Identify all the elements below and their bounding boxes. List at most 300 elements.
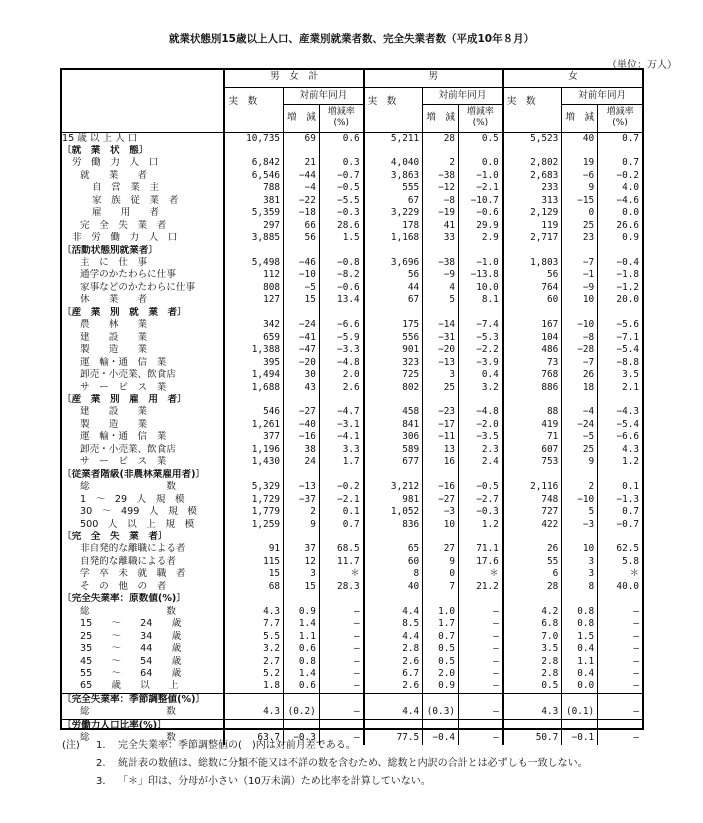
total-change-cell [284,245,320,257]
total-actual-cell: 127 [224,294,283,306]
row-label: 〔産 業 別 雇 用 者〕 [62,394,187,406]
male-actual-cell: 4.4 [364,606,423,618]
female-change-cell: 0.4 [562,643,598,655]
row-label: 1 〜 29 人 規 模 [80,493,185,505]
total-change-cell: −5 [284,282,320,294]
male-actual-cell: 3,696 [364,257,423,269]
total-change-cell [284,394,320,406]
female-actual-cell: 50.7 [503,732,562,744]
female-rate-cell: −6.6 [598,431,642,443]
total-rate-cell: 0.7 [319,519,363,531]
unit-label: （単位：万人） [607,60,677,71]
total-actual-cell: 6,546 [224,170,283,182]
total-change-cell: −41 [284,332,320,344]
total-actual-cell: 112 [224,269,283,281]
female-actual-cell: 748 [503,494,562,506]
male-actual-cell: 67 [364,294,423,306]
table-row [60,269,642,281]
female-actual-cell [503,307,562,319]
male-change-cell: 41 [423,220,459,232]
male-actual-cell: 981 [364,494,423,506]
row-label: 総 数 [80,481,176,493]
total-actual-cell [224,307,283,319]
table-row [60,157,642,169]
total-actual-cell: 808 [224,282,283,294]
female-rate-cell: 0.0 [598,207,642,219]
section-header-row [60,719,642,732]
total-change-cell: −47 [284,344,320,356]
row-label: 非 労 働 力 人 口 [72,232,178,244]
female-change-cell [562,593,598,605]
male-actual-cell [364,394,423,406]
female-change-cell [562,245,598,257]
male-actual-cell: 323 [364,357,423,369]
total-rate-cell [319,145,363,157]
footnote-number: 3. [96,776,106,787]
female-actual-cell: 4.3 [503,706,562,719]
total-rate-cell: −0.2 [319,481,363,493]
female-rate-cell: 40.0 [598,581,642,593]
row-label: 45 〜 54 歳 [80,655,182,667]
row-label: 総 数 [80,706,176,718]
row-label: 主 に 仕 事 [80,257,148,269]
female-rate-cell [598,394,642,406]
female-actual-cell [503,469,562,481]
male-rate-cell: −3.5 [459,431,503,443]
female-rate-cell: −5.6 [598,319,642,331]
total-change-cell [284,469,320,481]
total-change-cell: 15 [284,294,320,306]
female-rate-cell [598,469,642,481]
male-change-cell: −13 [423,357,459,369]
male-change-cell: 10 [423,519,459,531]
female-actual-cell: 233 [503,182,562,194]
female-actual-cell: 313 [503,195,562,207]
total-actual-cell: 395 [224,357,283,369]
female-change-cell [562,145,598,157]
footnote-3 [62,773,588,791]
row-label: 55 〜 64 歳 [80,667,182,679]
row-label: 通学のかたわらに仕事 [80,269,176,281]
male-change-cell: 33 [423,232,459,244]
female-rate-cell: 0.9 [598,232,642,244]
female-change-cell: −6 [562,170,598,182]
total-actual-cell: 63.7 [224,732,283,744]
male-change-cell: 1.7 [423,618,459,630]
table-row [60,195,642,207]
male-rate-cell [459,719,503,732]
male-actual-cell: 836 [364,519,423,531]
male-actual-cell [364,245,423,257]
female-change-cell: 19 [562,157,598,169]
female-change-cell: 25 [562,444,598,456]
total-rate-cell [319,719,363,732]
male-actual-cell: 556 [364,332,423,344]
total-change-cell: −13 [284,481,320,493]
header-male-yoy: 対前年同月 [423,87,503,104]
male-change-cell: 0.9 [423,680,459,693]
female-change-cell: −7 [562,257,598,269]
total-change-cell [284,593,320,605]
male-rate-cell: 0.5 [459,132,503,145]
footnote-text: 完全失業率：季節調整値の( )内は対前月差である。 [118,740,356,751]
row-label: 〔労働力人口比率(%)〕 [60,719,224,732]
female-rate-cell: −7.1 [598,332,642,344]
female-actual-cell [503,394,562,406]
total-change-cell: 0.9 [284,606,320,618]
total-rate-cell: −5.9 [319,332,363,344]
male-change-cell: 25 [423,382,459,394]
female-actual-cell: 167 [503,319,562,331]
female-rate-cell: 4.0 [598,182,642,194]
female-actual-cell: 2.8 [503,668,562,680]
row-label: そ の 他 の 者 [80,580,167,592]
male-change-cell: 3 [423,369,459,381]
female-actual-cell: 55 [503,556,562,568]
male-change-cell: −38 [423,170,459,182]
female-change-cell: 3 [562,568,598,580]
male-change-cell: 16 [423,456,459,468]
statistics-table [60,68,642,745]
male-rate-cell: 71.1 [459,543,503,555]
row-label: 65 歳 以 上 [80,680,179,692]
female-actual-cell: 419 [503,419,562,431]
female-change-cell [562,719,598,732]
male-rate-cell: 2.9 [459,232,503,244]
male-actual-cell [364,693,423,706]
female-rate-cell [598,593,642,605]
female-change-cell: 25 [562,220,598,232]
total-actual-cell: 1,729 [224,494,283,506]
male-rate-cell: −2.0 [459,419,503,431]
row-label: 非自発的な離職による者 [80,543,186,555]
female-rate-cell: 0.7 [598,132,642,145]
male-change-cell: −17 [423,419,459,431]
section-header-row [60,469,642,481]
female-actual-cell: 2,116 [503,481,562,493]
female-actual-cell: 5,523 [503,132,562,145]
total-rate-cell: — [319,643,363,655]
male-change-cell [423,531,459,543]
total-rate-cell: 11.7 [319,556,363,568]
female-actual-cell: 88 [503,406,562,418]
female-rate-cell: 0.1 [598,481,642,493]
male-actual-cell: 841 [364,419,423,431]
section-header-row [60,307,642,319]
female-change-cell: 10 [562,294,598,306]
female-change-cell: −10 [562,319,598,331]
male-actual-cell: 4.4 [364,706,423,719]
male-rate-cell: 2.4 [459,456,503,468]
female-change-cell: 8 [562,581,598,593]
total-change-cell: 69 [284,132,320,145]
female-rate-cell: — [598,618,642,630]
total-actual-cell: 297 [224,220,283,232]
total-actual-cell [224,469,283,481]
row-label: 15 〜 24 歳 [80,618,182,630]
male-change-cell [423,469,459,481]
total-actual-cell: 1,688 [224,382,283,394]
female-rate-cell: 0.7 [598,157,642,169]
male-rate-cell [459,469,503,481]
male-actual-cell: 8.5 [364,618,423,630]
total-actual-cell: 5,498 [224,257,283,269]
male-actual-cell [364,593,423,605]
male-actual-cell: 901 [364,344,423,356]
female-actual-cell: 119 [503,220,562,232]
male-change-cell: 27 [423,543,459,555]
total-actual-cell: 3,885 [224,232,283,244]
female-rate-cell: 62.5 [598,543,642,555]
female-change-cell [562,693,598,706]
row-label: 製 造 業 [80,418,148,430]
row-label: サ ー ビ ス 業 [80,456,167,468]
male-rate-cell: −10.7 [459,195,503,207]
male-rate-cell: ＊ [459,568,503,580]
male-change-cell: −19 [423,207,459,219]
table-title: 就業状態別15歳以上人口、産業別就業者数、完全失業者数（平成10年８月） [168,33,535,45]
male-actual-cell [364,145,423,157]
male-change-cell: 2 [423,157,459,169]
female-change-cell: 9 [562,456,598,468]
total-rate-cell: — [319,656,363,668]
total-rate-cell: −0.3 [319,207,363,219]
total-rate-cell [319,245,363,257]
row-label: 家 族 従 業 者 [92,194,179,206]
female-actual-cell: 768 [503,369,562,381]
total-actual-cell: 1,779 [224,506,283,518]
total-actual-cell: 1.8 [224,680,283,693]
row-label: 労 働 力 人 口 [72,157,159,169]
male-rate-cell: −1.0 [459,170,503,182]
header-total-rate: 増減率(%) [319,104,363,132]
total-change-cell: −10 [284,269,320,281]
header-male-actual: 実 数 [364,87,423,132]
total-change-cell: 1.4 [284,618,320,630]
row-label: 就 業 者 [80,169,148,181]
male-actual-cell: 725 [364,369,423,381]
total-actual-cell: 381 [224,195,283,207]
header-blank [60,68,224,132]
male-rate-cell: −3.9 [459,357,503,369]
total-rate-cell: 28.3 [319,581,363,593]
male-actual-cell: 6.7 [364,668,423,680]
male-rate-cell: −13.8 [459,269,503,281]
male-actual-cell: 40 [364,581,423,593]
male-rate-cell: −0.6 [459,207,503,219]
female-change-cell: 23 [562,232,598,244]
female-change-cell: 0.4 [562,668,598,680]
female-change-cell: 10 [562,543,598,555]
female-rate-cell: 0.7 [598,506,642,518]
total-rate-cell: 0.3 [319,157,363,169]
male-rate-cell [459,693,503,706]
table-row [60,706,642,719]
table-row [60,294,642,306]
female-rate-cell: −8.8 [598,357,642,369]
female-actual-cell: 7.0 [503,631,562,643]
total-actual-cell [224,145,283,157]
row-label: 建 設 業 [80,406,148,418]
female-change-cell: −3 [562,519,598,531]
total-actual-cell: 4.3 [224,706,283,719]
female-rate-cell [598,719,642,732]
female-change-cell: 1.1 [562,656,598,668]
total-change-cell: −0.3 [284,732,320,744]
female-actual-cell: 71 [503,431,562,443]
male-change-cell: −9 [423,269,459,281]
male-change-cell: 0 [423,568,459,580]
male-actual-cell: 3,229 [364,207,423,219]
table-row [60,631,642,643]
table-row [60,232,642,244]
section-header-row [60,394,642,406]
female-change-cell [562,469,598,481]
female-actual-cell: 6 [503,568,562,580]
footnote-prefix: (注) [62,740,80,751]
male-actual-cell: 555 [364,182,423,194]
header-female: 女 [503,68,642,87]
total-actual-cell [224,245,283,257]
table-row [60,344,642,356]
total-actual-cell: 1,430 [224,456,283,468]
row-label: 製 造 業 [80,344,148,356]
row-label: 〔就 業 状 態〕 [62,144,149,156]
female-actual-cell: 486 [503,344,562,356]
female-actual-cell: 2.8 [503,656,562,668]
male-change-cell: −0.4 [423,732,459,744]
female-change-cell: −5 [562,431,598,443]
total-actual-cell: 5.2 [224,668,283,680]
total-rate-cell [319,307,363,319]
female-rate-cell: — [598,606,642,618]
male-change-cell: −11 [423,431,459,443]
total-change-cell: −40 [284,419,320,431]
male-actual-cell [364,307,423,319]
male-rate-cell: −1.0 [459,257,503,269]
row-label: 30 〜 499 人 規 模 [80,506,197,518]
total-rate-cell: −0.6 [319,282,363,294]
table-row [60,220,642,232]
header-total-change: 増 減 [284,104,320,132]
total-change-cell: 15 [284,581,320,593]
table-row [60,357,642,369]
male-rate-cell: −7.4 [459,319,503,331]
total-actual-cell: 5,329 [224,481,283,493]
table-row [60,257,642,269]
female-rate-cell: −4.6 [598,195,642,207]
table-row [60,282,642,294]
female-rate-cell: −0.4 [598,257,642,269]
male-actual-cell [364,531,423,543]
male-rate-cell [459,531,503,543]
row-label: 自発的な離職による者 [80,555,176,567]
total-rate-cell: — [319,680,363,693]
table-row [60,543,642,555]
total-actual-cell [224,693,283,706]
female-change-cell: −10 [562,494,598,506]
male-actual-cell: 306 [364,431,423,443]
female-actual-cell: 727 [503,506,562,518]
female-change-cell: −0.1 [562,732,598,744]
row-label: 運 輸・通 信 業 [80,356,167,368]
total-rate-cell: −8.2 [319,269,363,281]
female-actual-cell: 1,803 [503,257,562,269]
table-row [60,406,642,418]
male-change-cell: 0.5 [423,643,459,655]
total-change-cell: −4 [284,182,320,194]
male-rate-cell: — [459,656,503,668]
male-rate-cell: — [459,606,503,618]
table-row [60,643,642,655]
male-change-cell: −31 [423,332,459,344]
total-change-cell: 12 [284,556,320,568]
table-row [60,207,642,219]
male-actual-cell: 3,212 [364,481,423,493]
male-actual-cell: 2.6 [364,680,423,693]
female-rate-cell: — [598,656,642,668]
table-row [60,680,642,693]
row-label: 自 営 業 主 [92,182,160,194]
male-rate-cell: — [459,668,503,680]
row-label: 運 輸・通 信 業 [80,431,167,443]
total-actual-cell: 1,388 [224,344,283,356]
row-label: 〔従業者階級(非農林業雇用者)〕 [62,468,206,480]
footnote-text: 「＊」印は、分母が小さい（10万未満）ため比率を計算していない。 [118,776,431,787]
footnote-text: 統計表の数値は、総数に分類不能又は不詳の数を含むため、総数と内訳の合計とは必ずしも一致しない。 [118,758,588,769]
female-change-cell: 5 [562,506,598,518]
total-actual-cell: 10,735 [224,132,283,145]
female-change-cell: 0.0 [562,680,598,693]
row-label: 卸売・小売業、飲食店 [80,443,176,455]
female-rate-cell: 20.0 [598,294,642,306]
row-label: 〔完 全 失 業 者〕 [62,531,168,542]
total-actual-cell: 1,494 [224,369,283,381]
row-label: 35 〜 44 歳 [80,643,182,655]
female-actual-cell: 607 [503,444,562,456]
total-rate-cell [319,394,363,406]
total-rate-cell: 2.6 [319,382,363,394]
male-rate-cell [459,307,503,319]
male-actual-cell: 458 [364,406,423,418]
total-change-cell: 56 [284,232,320,244]
table-row [60,606,642,618]
male-change-cell: 1.0 [423,606,459,618]
header-female-yoy: 対前年同月 [562,87,642,104]
male-actual-cell: 67 [364,195,423,207]
total-rate-cell: 1.7 [319,456,363,468]
female-actual-cell: 4.2 [503,606,562,618]
female-actual-cell: 104 [503,332,562,344]
row-label: 家事などのかたわらに仕事 [80,281,196,293]
male-rate-cell: −2.1 [459,182,503,194]
total-change-cell [284,307,320,319]
total-change-cell: 24 [284,456,320,468]
female-rate-cell: −4.3 [598,406,642,418]
female-actual-cell: 28 [503,581,562,593]
total-rate-cell: −0.8 [319,257,363,269]
male-change-cell: 7 [423,581,459,593]
total-rate-cell: −4.7 [319,406,363,418]
male-actual-cell: 60 [364,556,423,568]
female-rate-cell: ＊ [598,568,642,580]
female-change-cell: 1.5 [562,631,598,643]
male-actual-cell: 2.6 [364,656,423,668]
total-actual-cell: 1,259 [224,519,283,531]
table-row [60,382,642,394]
header-male: 男 [364,68,503,87]
female-change-cell: −24 [562,419,598,431]
